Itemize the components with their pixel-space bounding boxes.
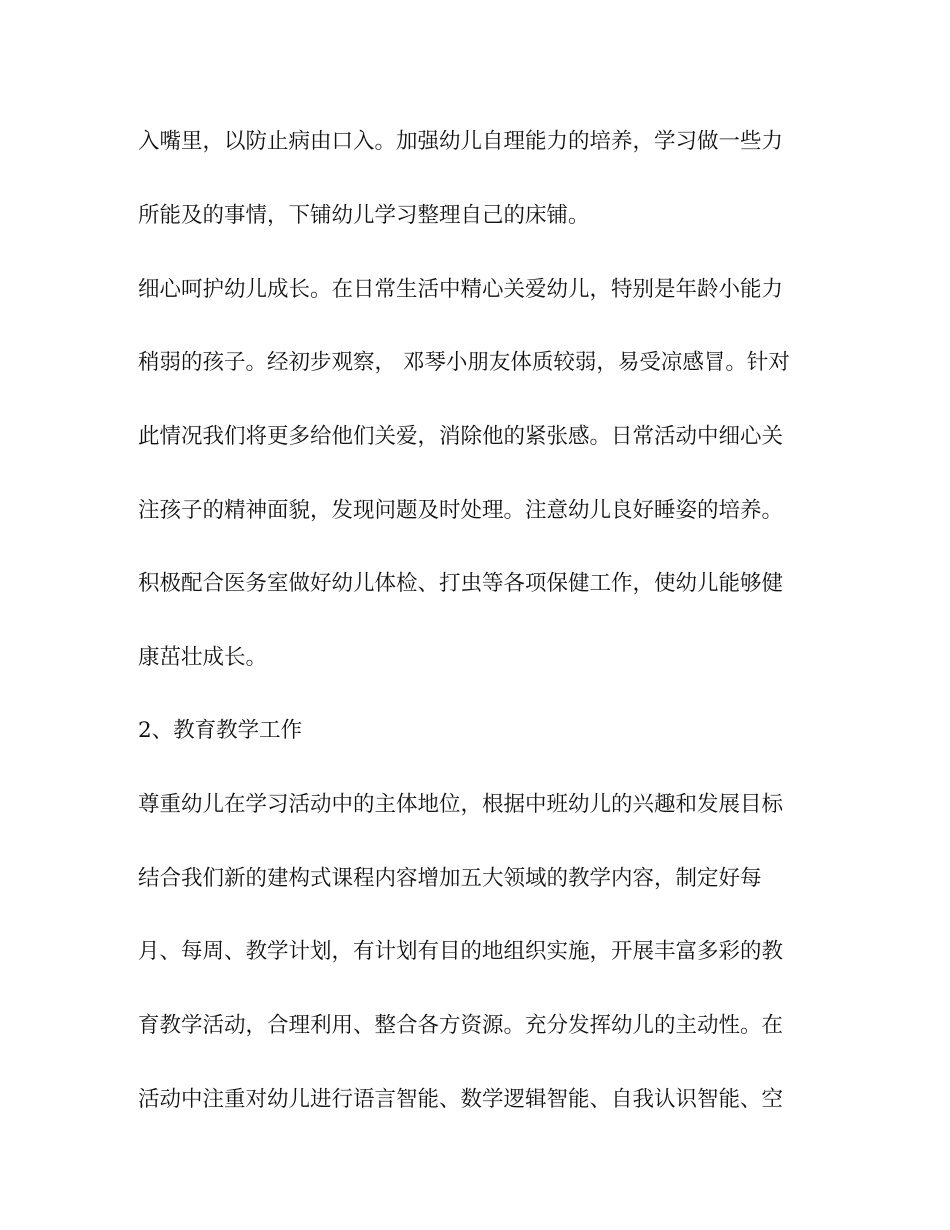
section-heading: 2、教育教学工作 — [138, 718, 303, 743]
text-line-2: 所能及的事情，下铺幼儿学习整理自己的床铺。 — [138, 203, 590, 228]
text-line-5: 此情况我们将更多给他们关爱，消除他的紧张感。日常活动中细心关 — [138, 424, 784, 449]
text-line-8: 康茁壮成长。 — [138, 645, 268, 670]
text-line-6: 注孩子的精神面貌，发现问题及时处理。注意幼儿良好睡姿的培养。 — [138, 498, 784, 523]
text-line-11: 结合我们新的建构式课程内容增加五大领域的教学内容，制定好每 — [138, 866, 762, 891]
text-line-4: 稍弱的孩子。经初步观察， 邓琴小朋友体质较弱，易受凉感冒。针对 — [138, 350, 790, 375]
text-line-7: 积极配合医务室做好幼儿体检、打虫等各项保健工作，使幼儿能够健 — [138, 571, 784, 596]
text-line-1: 入嘴里，以防止病由口入。加强幼儿自理能力的培养，学习做一些力 — [138, 129, 784, 154]
text-line-13: 育教学活动，合理利用、整合各方资源。充分发挥幼儿的主动性。在 — [138, 1013, 784, 1038]
text-line-12: 月、每周、教学计划，有计划有目的地组织实施，开展丰富多彩的教 — [138, 939, 784, 964]
text-line-14: 活动中注重对幼儿进行语言智能、数学逻辑智能、自我认识智能、空 — [138, 1087, 784, 1112]
text-line-10: 尊重幼儿在学习活动中的主体地位，根据中班幼儿的兴趣和发展目标 — [138, 792, 784, 817]
text-line-3: 细心呵护幼儿成长。在日常生活中精心关爱幼儿，特别是年龄小能力 — [138, 277, 784, 302]
